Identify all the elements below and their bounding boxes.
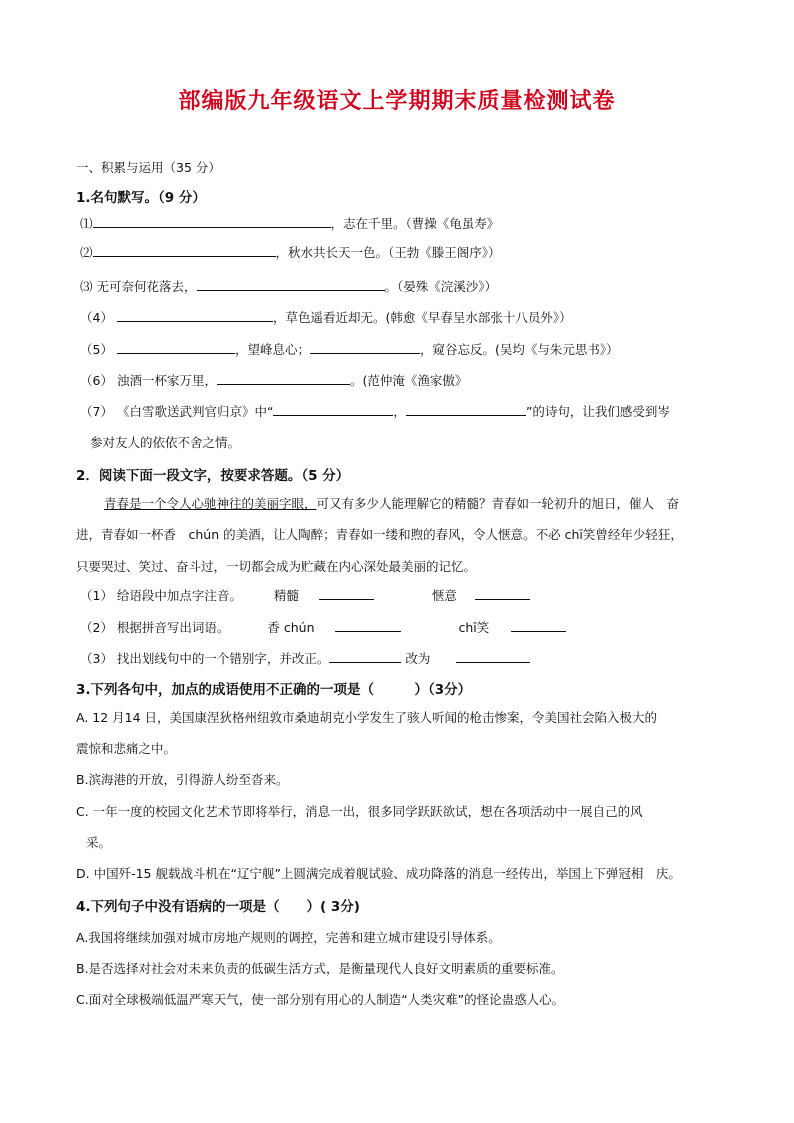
answer-blank[interactable]: [329, 648, 401, 663]
question-2-heading: 2．阅读下面一段文字，按要求答题。（5 分）: [76, 468, 350, 484]
q4-option-c: C.面对全球极端低温严寒天气，使一部分别有用心的人制造“人类灾难”的怪论蛊惑人心。: [76, 992, 565, 1007]
item-text: ，志在千里。（曹操《龟虽寿》: [330, 216, 500, 231]
item-number: （4）: [80, 310, 113, 325]
q3-option-d: D. 中国歼-15 舰载战斗机在“辽宁舰”上圆满完成着舰试验、成功降落的消息一经传出，举国上下弹冠相 庆。: [76, 866, 681, 881]
word: chī笑: [458, 620, 490, 635]
q3-option-a-continued: 震惊和悲痛之中。: [76, 741, 177, 756]
answer-blank[interactable]: [273, 401, 393, 416]
word: 香 chún: [267, 620, 315, 635]
q1-item-7-continued: 参对友人的依依不舍之情。: [90, 435, 241, 450]
q4-option-a: A.我国将继续加强对城市房地产规则的调控，完善和建立城市建设引导体系。: [76, 930, 501, 945]
answer-blank[interactable]: [310, 339, 420, 354]
item-text: 。(范仲淹《渔家傲》: [349, 373, 468, 388]
section-heading: 一、积累与运用（35 分）: [76, 160, 221, 175]
q1-item-6: [80, 370, 467, 389]
sub-label: （3） 找出划线句中的一个错别字，并改正。: [80, 651, 330, 666]
answer-blank[interactable]: [456, 648, 530, 663]
answer-blank[interactable]: [335, 617, 401, 632]
q3-option-b: B.滨海港的开放，引得游人纷至沓来。: [76, 772, 289, 787]
q2-sub-2: [80, 617, 566, 636]
item-text: ，草色遥看近却无。(韩愈《早春呈水部张十八员外》）: [272, 310, 572, 325]
word: 精髓: [273, 588, 299, 603]
item-text: ，: [393, 404, 406, 419]
question-1-heading: 1.名句默写。（9 分）: [76, 190, 206, 206]
sub-label: （2） 根据拼音写出词语。: [80, 620, 230, 635]
q2-sub-3: [80, 648, 530, 667]
q3-option-c: C. 一年一度的校园文化艺术节即将举行，消息一出，很多同学跃跃欲试，想在各项活动中一展自己的风: [76, 804, 643, 819]
answer-blank[interactable]: [475, 585, 530, 600]
answer-blank[interactable]: [319, 585, 374, 600]
answer-blank[interactable]: [93, 213, 331, 228]
q1-item-2: [80, 242, 501, 261]
item-number: ⑵: [80, 245, 93, 260]
underlined-sentence: 青春是一个令人心驰神往的美丽字眼，: [104, 496, 317, 511]
answer-blank[interactable]: [511, 617, 566, 632]
q1-item-1: [80, 213, 499, 232]
item-text: 。（晏殊《浣溪沙》）: [384, 279, 498, 294]
answer-blank[interactable]: [117, 339, 235, 354]
answer-blank[interactable]: [117, 307, 273, 322]
item-number: ⑶: [80, 279, 93, 294]
q1-item-4: [80, 307, 572, 326]
word: 惬意: [431, 588, 457, 603]
answer-blank[interactable]: [93, 242, 276, 257]
item-text: 浊酒一杯家万里，: [116, 373, 217, 388]
answer-blank[interactable]: [197, 276, 385, 291]
item-number: ⑴: [80, 216, 93, 231]
word: 改为: [405, 651, 431, 666]
sub-label: （1） 给语段中加点字注音。: [80, 588, 242, 603]
q2-sub-1: [80, 585, 530, 604]
item-text: 《白雪歌送武判官归京》中“: [116, 404, 274, 419]
document-title: 部编版九年级语文上学期期末质量检测试卷: [178, 89, 616, 114]
item-text: ，窥谷忘反。(吴均《与朱元思书》）: [419, 342, 619, 357]
q3-option-a: A. 12 月14 日，美国康涅狄格州纽敦市桑迪胡克小学发生了骇人听闻的枪击惨案，令美国社会陷入极大的: [76, 710, 658, 725]
q3-option-c-continued: 采。: [86, 835, 112, 850]
item-number: （5）: [80, 342, 113, 357]
item-text: ”的诗句，让我们感受到岑: [525, 404, 670, 419]
passage-line-2: 进，青春如一杯香 chún 的美酒，让人陶醉；青春如一缕和煦的春风，令人惬意。不必 chī笑曾经年少轻狂，: [76, 527, 683, 542]
q1-item-7: [80, 401, 670, 420]
passage-text: 可又有多少人能理解它的精髓？青春如一轮初升的旭日，催人 奋: [316, 496, 680, 511]
item-text: ，秋水共长天一色。（王勃《滕王阁序》）: [275, 245, 501, 260]
q1-item-5: [80, 339, 619, 358]
question-3-heading: 3.下列各句中，加点的成语使用不正确的一项是（ ）（3分）: [76, 682, 472, 698]
answer-blank[interactable]: [217, 370, 350, 385]
q1-item-3: [80, 276, 497, 295]
item-text: 无可奈何花落去，: [96, 279, 197, 294]
q4-option-b: B.是否选择对社会对未来负责的低碳生活方式，是衡量现代人良好文明素质的重要标准。: [76, 961, 564, 976]
passage-line-3: 只要哭过、笑过、奋斗过，一切都会成为贮藏在内心深处最美丽的记忆。: [76, 559, 477, 574]
question-4-heading: 4.下列句子中没有语病的一项是（ ）( 3分): [76, 899, 360, 915]
item-text: ，望峰息心；: [234, 342, 310, 357]
passage-line-1: [104, 494, 679, 512]
answer-blank[interactable]: [406, 401, 526, 416]
item-number: （7）: [80, 404, 113, 419]
item-number: （6）: [80, 373, 113, 388]
